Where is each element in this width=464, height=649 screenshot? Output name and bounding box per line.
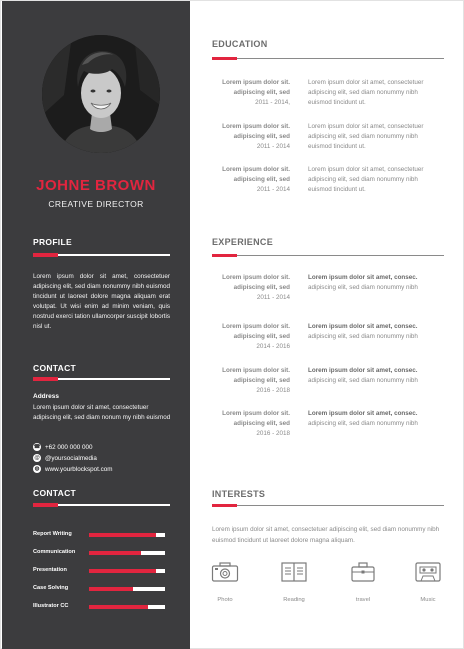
entry-desc: adipiscing elit, sed diam nonummy nibh [308,176,418,183]
entry-desc: adipiscing elit, sed diam nonummy nibh [308,284,418,291]
skill-label: Communication [33,549,76,555]
interests-heading: INTERESTS [212,489,266,499]
entry-title: Lorem ipsum dolor sit. [222,323,290,330]
phone-icon: ☎ [33,444,41,450]
sidebar [2,1,190,649]
entry-years: 2011 - 2014 [256,186,290,193]
person-title: CREATIVE DIRECTOR [48,199,144,209]
entry-desc: adipiscing elit, sed diam nonummy nibh [308,420,418,427]
education-heading: EDUCATION [212,39,268,49]
skill-label: Case Solving [33,585,69,591]
entry-subtitle: adipiscing elit, sed [233,133,290,140]
entry-title: Lorem ipsum dolor sit. [222,367,290,374]
interests-rule [212,505,444,506]
contact-rule [33,378,170,380]
entry-desc-title: Lorem ipsum dolor sit amet, consec. [308,410,418,417]
entry-title: Lorem ipsum dolor sit. [222,274,290,281]
experience-heading: EXPERIENCE [212,237,274,247]
entry-years: 2014 - 2016 [256,343,290,350]
skill-bar [89,533,165,537]
skill-label: Report Writing [33,531,72,537]
entry-title: Lorem ipsum dolor sit. [222,79,290,86]
interests-text: Lorem ipsum dolor sit amet, consectetuer adipiscing elit, sed diam nonummy nibh euismod tincidunt ut laoreet dolore magna aliquam. [212,526,440,544]
education-rule [212,58,444,59]
entry-years: 2011 - 2014 [256,143,290,150]
experience-rule [212,255,444,256]
cassette-icon [414,561,442,583]
entry-desc-title: Lorem ipsum dolor sit amet, consec. [308,367,418,374]
entry-subtitle: adipiscing elit, sed [233,333,290,340]
entry-desc: adipiscing elit, sed diam nonummy nibh [308,89,418,96]
skill-bar [89,587,165,591]
globe-icon: ◍ [34,466,40,472]
profile-rule [33,254,170,256]
entry-title: Lorem ipsum dolor sit. [222,410,290,417]
profile-heading: PROFILE [33,237,72,247]
address-label: Address [33,393,60,400]
address-text: Lorem ipsum dolor sit amet, consectetuer adipiscing elit, sed diam nonum my nibh euismod [33,404,171,421]
entry-subtitle: adipiscing elit, sed [233,420,290,427]
profile-text: Lorem ipsum dolor sit amet, consectetuer adipiscing elit, sed diam nonummy nibh euismod tincidunt ut laoreet dolore magna aliquam erat volutpat. Ut wisi enim ad minim veniam, quis nostrud exerci tation ullamcorper suscipit lobortis nisl ut. [33,273,170,330]
entry-desc: euismod tincidunt ut. [308,143,366,150]
website-text: www.yourblockspot.com [45,465,113,473]
interest-label: travel [355,597,371,603]
entry-subtitle: adipiscing elit, sed [233,284,290,291]
profile-photo [42,35,160,153]
entry-years: 2011 - 2014 [256,294,290,301]
skill-label: Presentation [33,567,67,573]
interest-photo [205,561,245,603]
social-text: @yoursocialmedia [45,454,97,462]
entry-desc: adipiscing elit, sed diam nonummy nibh [308,377,418,384]
contact-heading: CONTACT [33,363,77,373]
skill-bar [89,569,165,573]
entry-desc: Lorem ipsum dolor sit amet, consectetuer [308,79,424,86]
entry-desc: adipiscing elit, sed diam nonummy nibh [308,133,418,140]
entry-subtitle: adipiscing elit, sed [233,377,290,384]
interest-reading [274,561,314,603]
book-icon [280,561,308,583]
entry-years: 2016 - 2018 [256,387,290,394]
entry-years: 2011 - 2014, [255,99,290,106]
skill-item [33,531,170,539]
entry-title: Lorem ipsum dolor sit. [222,166,290,173]
contact-phone [33,443,92,451]
entry-desc-title: Lorem ipsum dolor sit amet, consec. [308,323,418,330]
skill-item [33,585,170,593]
skill-bar [89,605,165,609]
skill-item [33,603,170,611]
entry-desc-title: Lorem ipsum dolor sit amet, consec. [308,274,418,281]
contact-website [33,465,113,473]
phone-text: +62 000 000 000 [45,443,93,451]
person-name: JOHNE BROWN [36,177,156,194]
interest-label: Reading [283,597,305,603]
camera-icon [211,561,239,583]
skills-rule [33,504,170,506]
skill-bar [89,551,165,555]
skills-heading: CONTACT [33,488,77,498]
interest-travel [343,561,383,603]
interest-label: Music [420,597,436,603]
skill-item [33,549,170,557]
entry-desc: Lorem ipsum dolor sit amet, consectetuer [308,123,424,130]
at-icon: @ [34,455,40,461]
interest-label: Photo [217,597,233,603]
entry-desc: euismod tincidunt ut. [308,186,366,193]
entry-desc: adipiscing elit, sed diam nonummy nibh [308,333,418,340]
interest-music [408,561,448,603]
skill-label: Illustrator CC [33,603,69,609]
entry-years: 2016 - 2018 [256,430,290,437]
entry-subtitle: adipiscing elit, sed [233,89,290,96]
briefcase-icon [349,561,377,583]
entry-desc: euismod tincidunt ut. [308,99,366,106]
skill-item [33,567,170,575]
entry-title: Lorem ipsum dolor sit. [222,123,290,130]
entry-subtitle: adipiscing elit, sed [233,176,290,183]
entry-desc: Lorem ipsum dolor sit amet, consectetuer [308,166,424,173]
contact-social [33,454,97,462]
